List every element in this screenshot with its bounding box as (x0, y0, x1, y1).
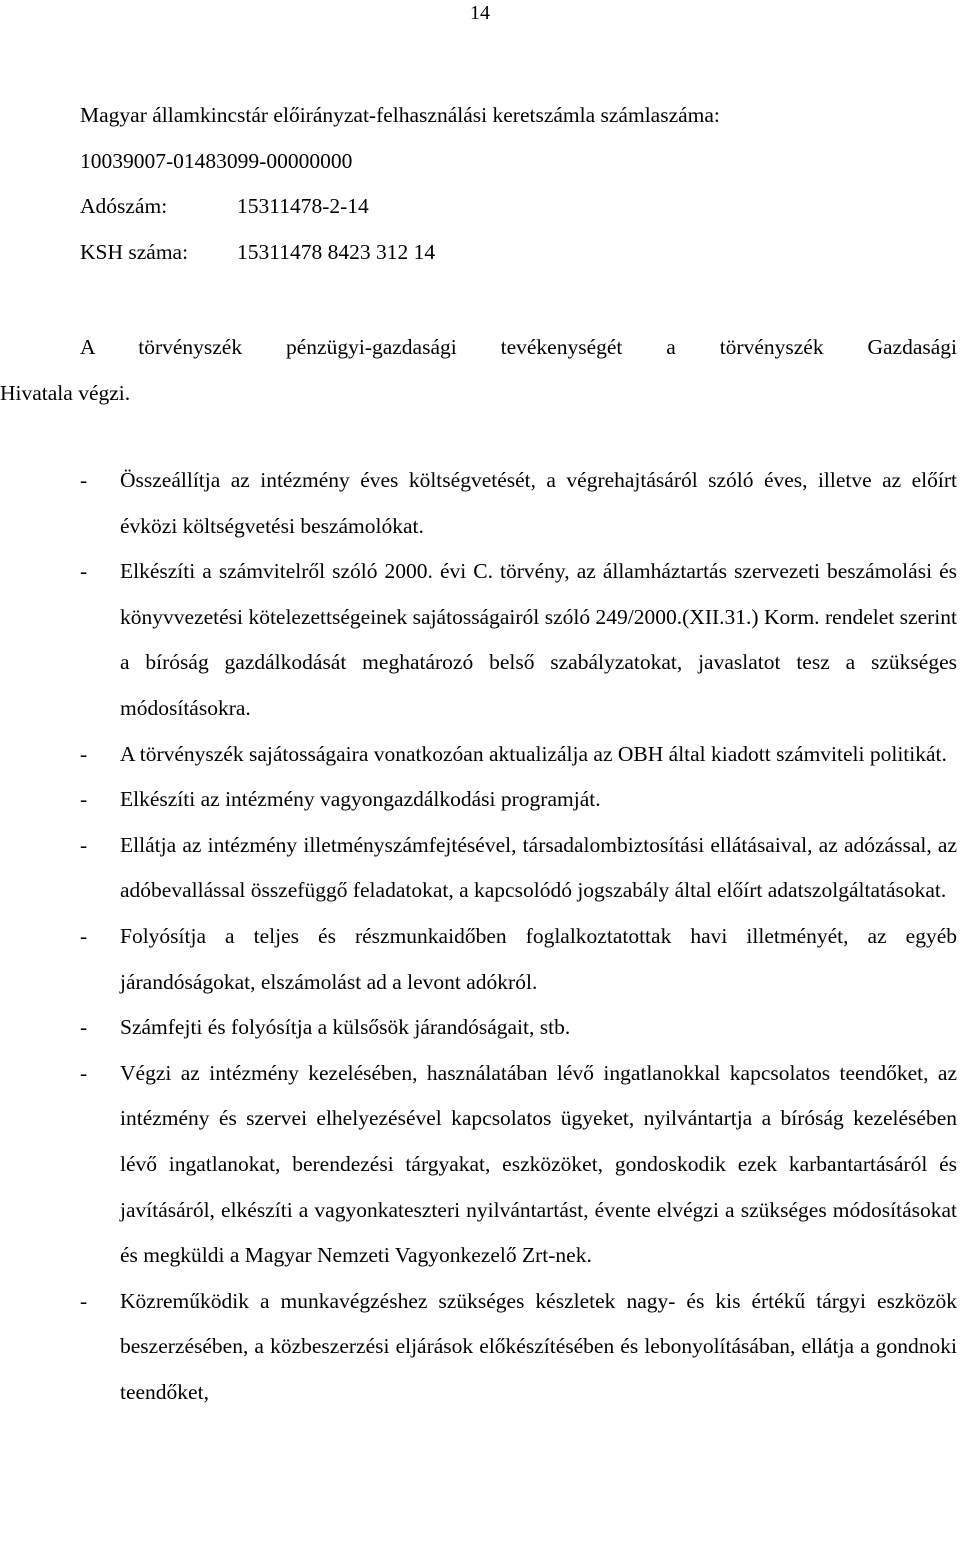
list-item-text: Közreműködik a munkavégzéshez szükséges készletek nagy- és kis értékű tárgyi eszközök beszerzésében, a közbeszerzési eljárások előkészítésében és lebonyolításában, ellátja a gondnoki teendőket, (120, 1288, 957, 1404)
list-item (80, 549, 957, 731)
list-item-text: Ellátja az intézmény illetményszámfejtésével, társadalombiztosítási ellátásaival, az adózással, az adóbevallással összefüggő feladatokat, a kapcsolódó jogszabály által előírt adatszolgáltatásokat. (120, 832, 957, 903)
ksh-number-value: 15311478 8423 312 14 (237, 239, 436, 264)
list-item-text: Számfejti és folyósítja a külsősök járandóságait, stb. (120, 1015, 571, 1040)
list-item-text: Elkészíti az intézmény vagyongazdálkodási programját. (120, 787, 601, 812)
intro-continuation: Hivatala végzi. (0, 380, 131, 405)
treasury-account-title-text: Magyar államkincstár előirányzat-felhasználási keretszámla számlaszáma: (80, 103, 720, 127)
list-item-text: Elkészíti a számvitelről szóló 2000. évi C. törvény, az államháztartás szervezeti beszámolási és könyvvezetési kötelezettségeinek sajátosságairól szóló 249/2000.(XII.31.) Korm. rendelet szerint a bíróság gazdálkodását meghatározó belső szabályzatokat, javaslatot tesz a szükséges módosításokra. (120, 559, 957, 720)
list-item-text: Végzi az intézmény kezelésében, használatában lévő ingatlanokkal kapcsolatos teendőket, az intézmény és szervei elhelyezésével kapcsolatos ügyeket, nyilvántartja a bíróság kezelésében lévő ingatlanokat, berendezési tárgyakat, eszközöket, gondoskodik ezek karbantartásáról és javításáról, elkészíti a vagyonkateszteri nyilvántartást, évente elvégzi a szükséges módosításokat és megküldi a Magyar Nemzeti Vagyonkezelő Zrt-nek. (120, 1060, 957, 1268)
list-dash: - (80, 1288, 88, 1313)
tax-number-line (80, 189, 940, 235)
treasury-account-number-value: 10039007-01483099-00000000 (80, 148, 353, 173)
tax-number-value: 15311478-2-14 (237, 194, 369, 218)
list-item (80, 777, 957, 823)
page-number: 14 (470, 2, 490, 24)
ksh-number-label: KSH száma: (80, 239, 189, 264)
list-dash: - (80, 741, 88, 766)
treasury-account-number (80, 144, 940, 190)
list-item-text: Összeállítja az intézmény éves költségvetését, a végrehajtásáról szóló éves, illetve az előírt évközi költségvetési beszámolókat. (120, 468, 957, 538)
list-item (80, 914, 957, 1005)
list-item (80, 1005, 957, 1051)
list-dash: - (80, 468, 88, 492)
intro-first-line: A törvényszék pénzügyi-gazdasági tevékenységét a törvényszék Gazdasági (80, 335, 957, 359)
list-dash: - (80, 1015, 88, 1040)
list-dash: - (80, 832, 88, 857)
treasury-account-title (80, 98, 940, 144)
list-item-text: A törvényszék sajátosságaira vonatkozóan aktualizálja az OBH által kiadott számviteli politikát. (120, 741, 947, 766)
ksh-number-line (80, 235, 940, 281)
duties-list (80, 458, 957, 1415)
list-dash: - (80, 559, 88, 584)
list-item (80, 732, 957, 778)
account-details (80, 98, 940, 280)
list-item (80, 458, 957, 549)
intro-paragraph (0, 325, 957, 416)
list-item (80, 823, 957, 914)
tax-number-label: Adószám: (80, 194, 168, 218)
list-item (80, 1279, 957, 1416)
list-item (80, 1051, 957, 1279)
list-dash: - (80, 1060, 88, 1085)
list-item-text: Folyósítja a teljes és részmunkaidőben foglalkoztatottak havi illetményét, az egyéb járandóságokat, elszámolást ad a levont adókról. (120, 923, 957, 994)
list-dash: - (80, 787, 88, 812)
list-dash: - (80, 923, 88, 948)
